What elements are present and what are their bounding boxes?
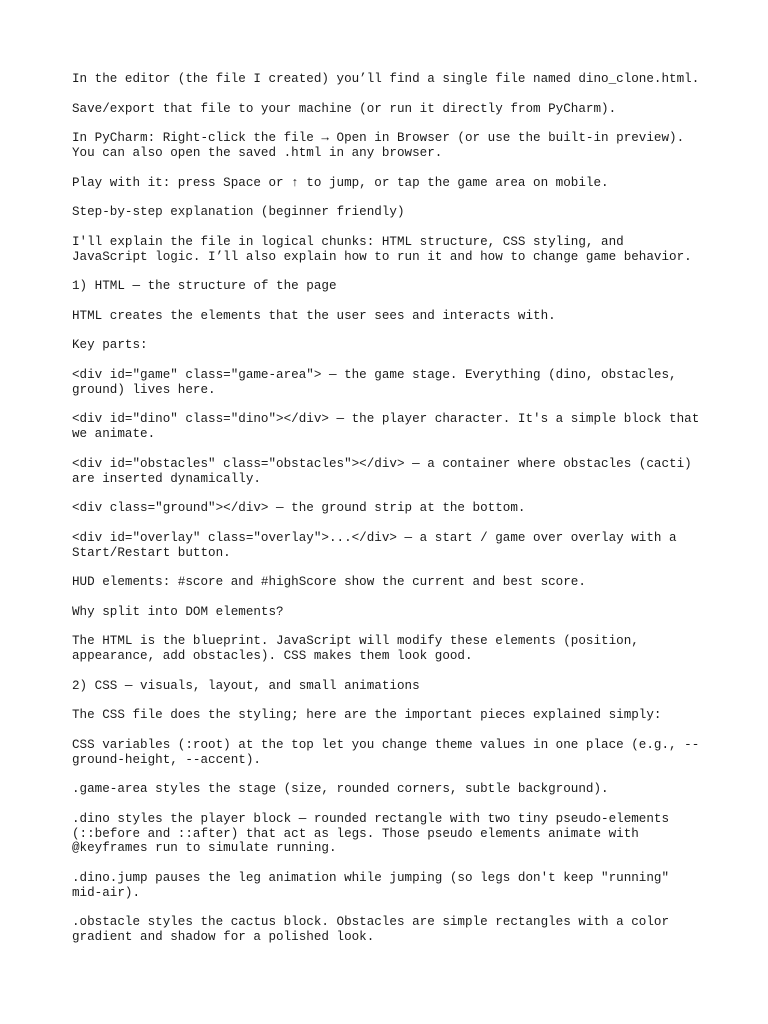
paragraph-obstacle-style: .obstacle styles the cactus block. Obstacles are simple rectangles with a color gradient and shadow for a polished look. <box>72 915 670 945</box>
heading-css-visuals: 2) CSS — visuals, layout, and small animations <box>72 678 420 693</box>
paragraph-css-variables: CSS variables (:root) at the top let you change theme values in one place (e.g., -- ground-height, --accent). <box>72 737 700 767</box>
paragraph-dino-div: <div id="dino" class="dino"></div> — the player character. It's a simple block that we animate. <box>72 412 700 442</box>
paragraph-dino-jump: .dino.jump pauses the leg animation while jumping (so legs don't keep "running" mid-air). <box>72 871 670 900</box>
paragraph-css-styling: The CSS file does the styling; here are the important pieces explained simply: <box>72 708 662 723</box>
paragraph-overlay-div: <div id="overlay" class="overlay">...</div> — a start / game over overlay with a Start/Restart button. <box>72 530 677 560</box>
heading-html-structure: 1) HTML — the structure of the page <box>72 279 337 294</box>
paragraph-dino-style: .dino styles the player block — rounded rectangle with two tiny pseudo-elements (::before and ::after) that act as legs. Those pseudo elements animate with @keyframes run to simulate running. <box>72 811 670 856</box>
heading-step-by-step: Step-by-step explanation (beginner friendly) <box>72 205 405 220</box>
heading-why-split: Why split into DOM elements? <box>72 604 284 619</box>
paragraph-pycharm-open: In PyCharm: Right-click the file → Open in Browser (or use the built-in preview). You can also open the saved .html in any browser. <box>72 131 685 160</box>
paragraph-game-div: <div id="game" class="game-area"> — the game stage. Everything (dino, obstacles, ground) lives here. <box>72 367 677 397</box>
paragraph-save-export: Save/export that file to your machine (or run it directly from PyCharm). <box>72 101 617 116</box>
heading-key-parts: Key parts: <box>72 338 148 353</box>
paragraph-play-controls: Play with it: press Space or ↑ to jump, or tap the game area on mobile. <box>72 175 609 190</box>
paragraph-obstacles-div: <div id="obstacles" class="obstacles"></div> — a container where obstacles (cacti) are inserted dynamically. <box>72 456 692 486</box>
paragraph-html-creates: HTML creates the elements that the user sees and interacts with. <box>72 308 556 323</box>
paragraph-ground-div: <div class="ground"></div> — the ground strip at the bottom. <box>72 501 526 516</box>
paragraph-open-editor: In the editor (the file I created) you’ll find a single file named dino_clone.html. <box>72 72 700 86</box>
paragraph-html-blueprint: The HTML is the blueprint. JavaScript will modify these elements (position, appearance, add obstacles). CSS makes them look good. <box>72 634 639 664</box>
paragraph-logical-chunks: I'll explain the file in logical chunks: HTML structure, CSS styling, and JavaScript logic. I’ll also explain how to run it and how to change game behavior. <box>72 234 692 264</box>
document-body <box>72 72 712 960</box>
paragraph-game-area-style: .game-area styles the stage (size, rounded corners, subtle background). <box>72 782 609 797</box>
paragraph-hud-elements: HUD elements: #score and #highScore show the current and best score. <box>72 575 586 590</box>
